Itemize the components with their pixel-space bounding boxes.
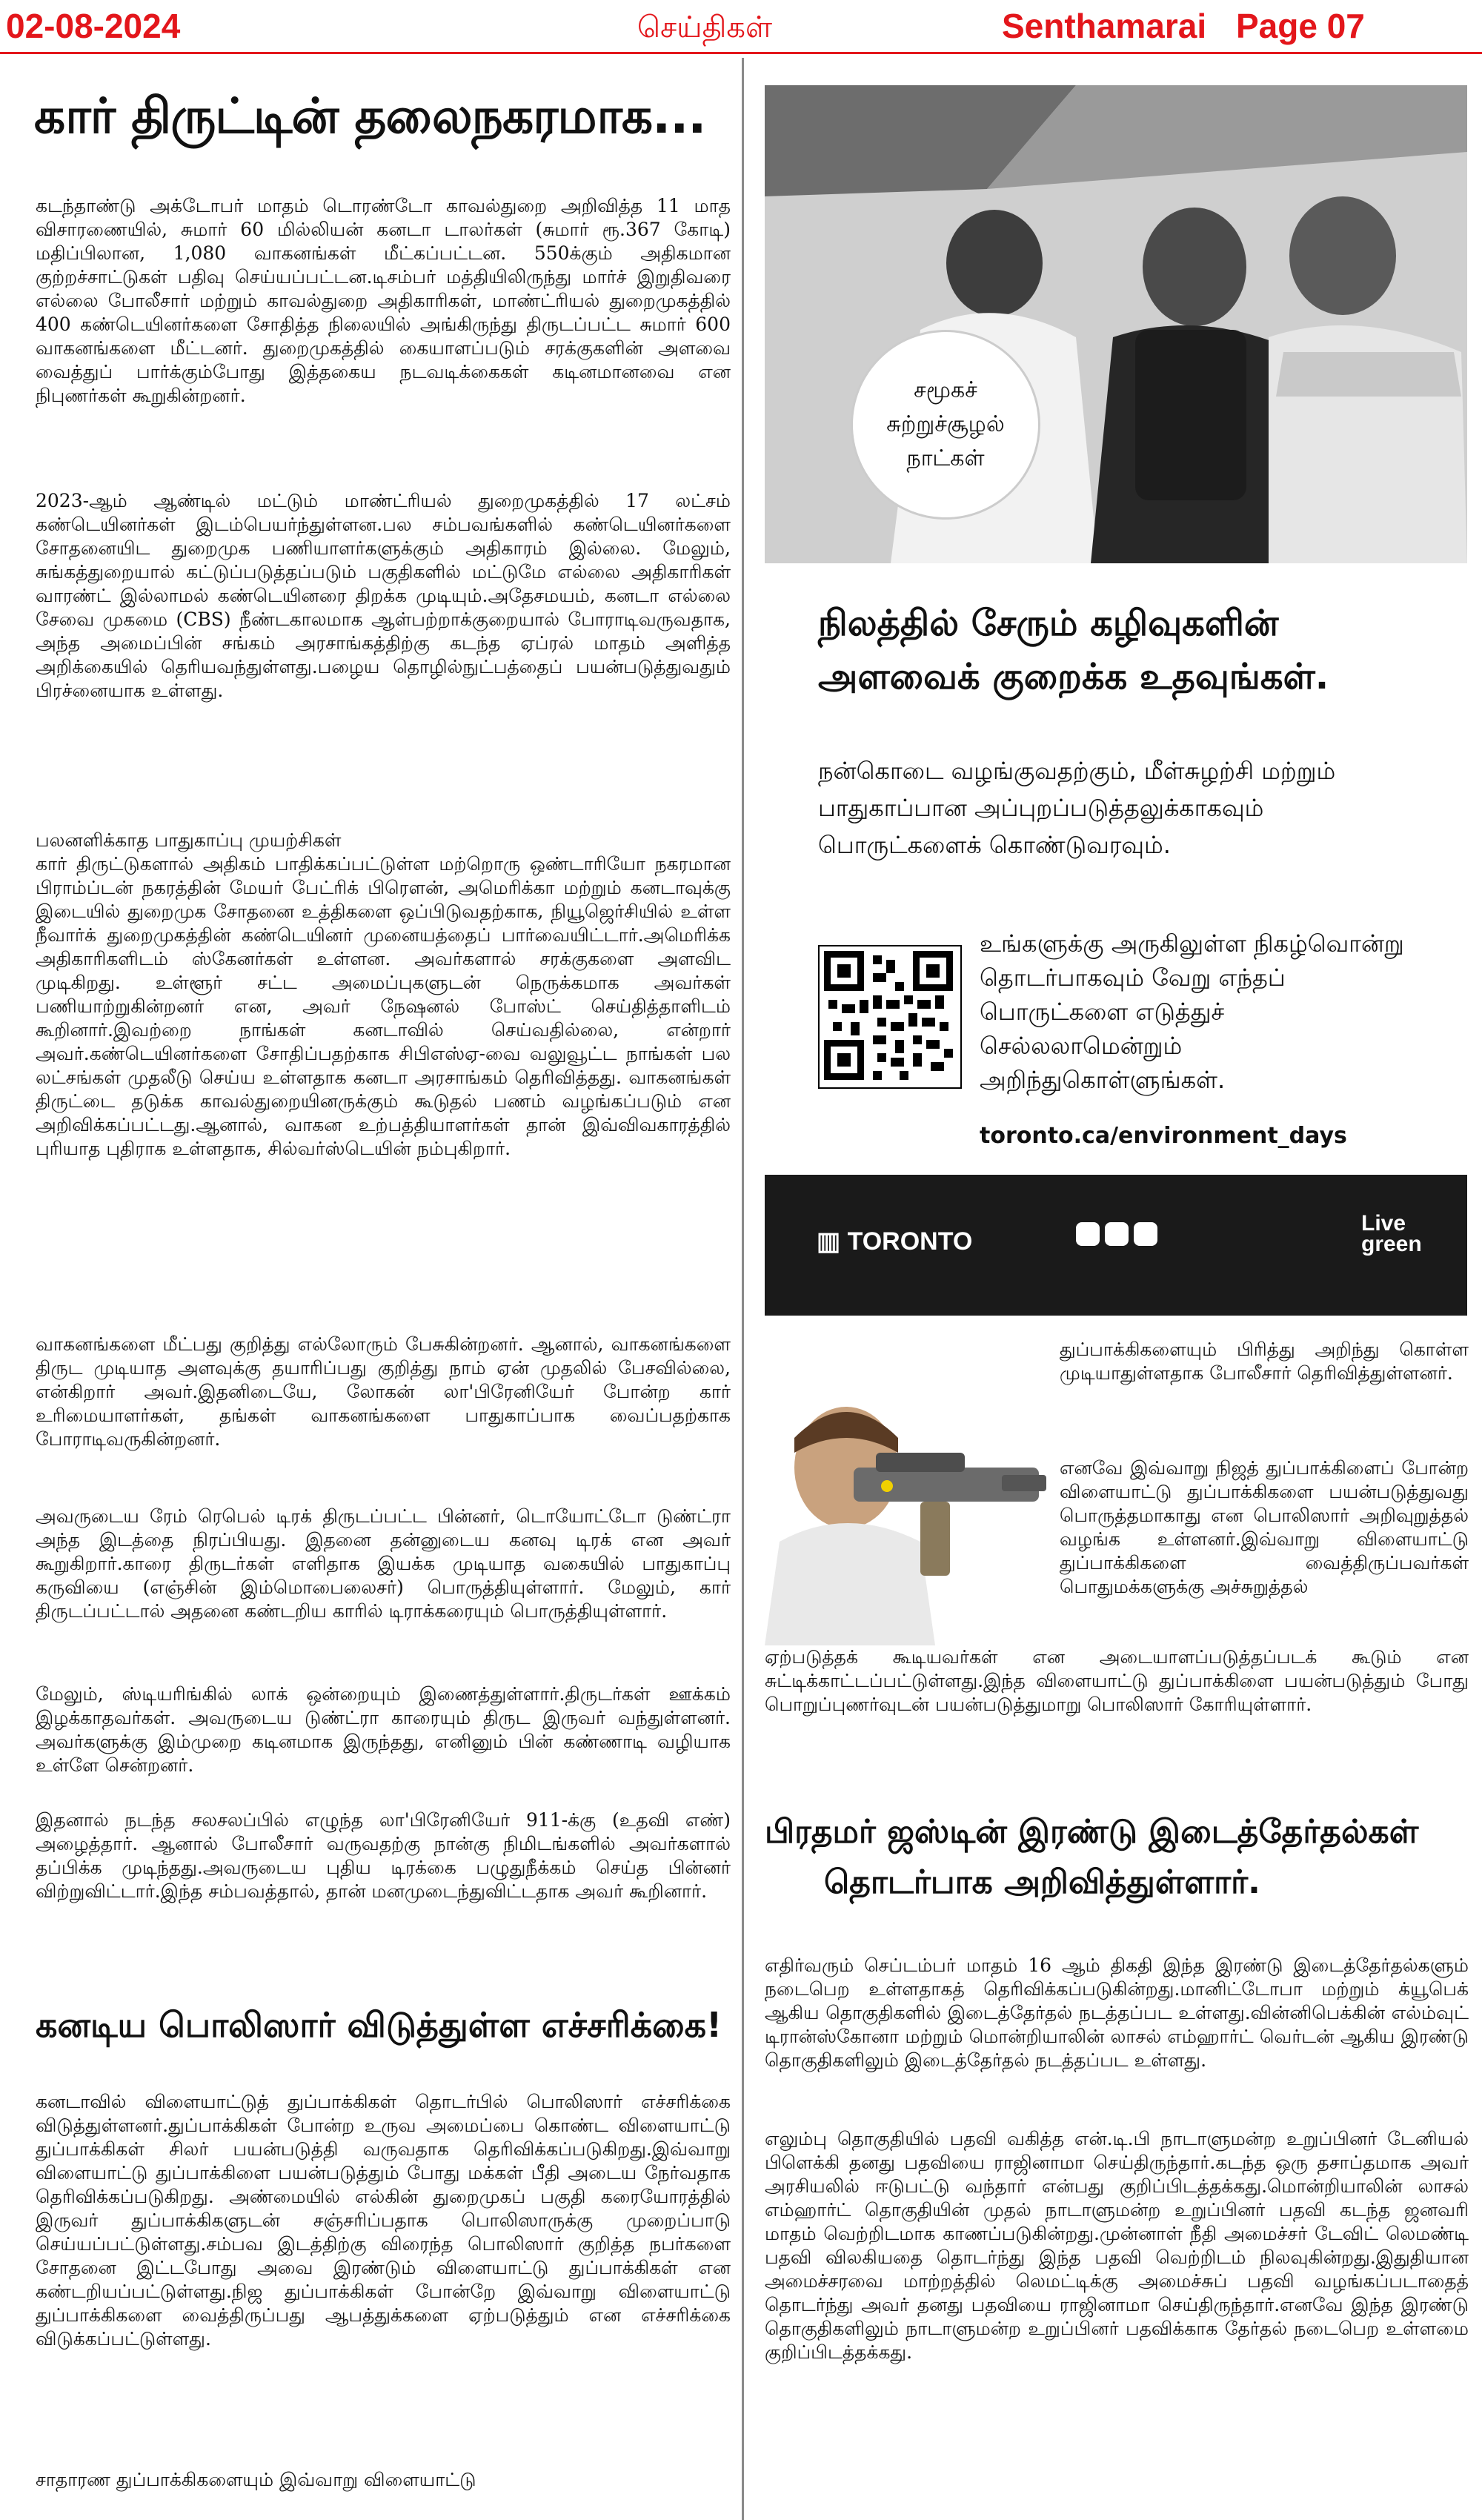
article1-paragraph: கடந்தாண்டு அக்டோபர் மாதம் டொரண்டோ காவல்துறை அறிவித்த 11 மாத விசாரணையில், சுமார் 60 மில்லியன் கனடா டாலர்கள் (சுமார் ரூ.367 கோடி) மதிப்பிலான, 1,080 வாகனங்கள் மீட்கப்பட்டன. 550க்கும் அதிகமான குற்றச்சாட்டுகள் பதிவு செய்யப்பட்டன.டிசம்பர் மத்தியிலிருந்து மார்ச் இறுதிவரை எல்லை போலீசார் மற்றும் காவல்துறை அதிகாரிகள், மாண்ட்ரியல் துறைமுகத்தில் 400 கண்டெயினர்களை சோதித்த நிலையில் அங்கிருந்து திருடப்பட்ட சுமார் 600 வாகனங்களை மீட்டனர். துறைமுகத்தில் கையாளப்படும் சரக்குகளின் அளவை வைத்துப் பார்க்கும்போது இத்தகைய நடவடிக்கைகள் கடினமானவை என நிபுணர்கள் கூறுகின்றனர். <box>36 195 731 406</box>
page-header <box>0 0 1482 58</box>
article1-headline: கார் திருட்டின் தலைநகரமாக... <box>34 87 706 145</box>
city-hall-icon: ▥ <box>817 1227 848 1256</box>
page-number: Page 07 <box>1236 7 1365 45</box>
article3-paragraph: எதிர்வரும் செப்டம்பர் மாதம் 16 ஆம் திகதி இந்த இரண்டு இடைத்தேர்தல்களும் நடைபெற உள்ளதாகத் தெரிவிக்கப்படுகின்றது.மானிட்டோபா மற்றும் க்யூபெக் ஆகிய தொகுதிகளில் இடைத்தேர்தல் நடத்தப்பட உள்ளது.வின்னிபெக்கின் எல்ம்வுட் டிரான்ஸ்கோனா மற்றும் மொன்றியாலின் லாசல் எம்ஹார்ட் வெர்டன் ஆகிய இரண்டு தொகுதிகளிலும் இடைத்தேர்தல் நடத்தப்பட உள்ளது. <box>765 1954 1469 2071</box>
live-green-text-1: Live <box>1361 1211 1406 1236</box>
volunteers-illustration <box>765 85 1467 563</box>
article3-headline-line2: தொடர்பாக அறிவித்துள்ளார். <box>824 1863 1260 1901</box>
article1-paragraph: பலனளிக்காத பாதுகாப்பு முயற்சிகள் கார் திருட்டுகளால் அதிகம் பாதிக்கப்பட்டுள்ள மற்றொரு ஒண்டாரியோ நகரமான பிராம்ப்டன் நகரத்தின் மேயர் பேட்ரிக் பிரௌன், அமெரிக்கா மற்றும் கனடாவுக்கு இடையில் துறைமுக சோதனை உத்திகளை ஒப்பிடுவதற்காக, நியூஜெர்சியில் உள்ள நீவார்க் துறைமுகத்தின் கண்டெயினர் முனையத்தைப் பார்வையிட்டார்.அமெரிக்க அதிகாரிகளிடம் ஸ்கேனர்கள் உள்ளன. அவர்களால் சரக்குகளை அளவிட முடிகிறது. உள்ளூர் சட்ட அமைப்புகளுடன் நெருக்கமாக அவர்கள் பணியாற்றுகின்றனர் என, அவர் நேஷனல் போஸ்ட் செய்தித்தாளிடம் கூறினார்.இவற்றை நாங்கள் கனடாவில் செய்வதில்லை, என்றார் அவர்.கண்டெயினர்களை சோதிப்பதற்காக சிபிஎஸ்ஏ-வை வலுவூட்ட நாங்கள் பல லட்சங்கள் முதலீடு செய்ய உள்ளதாக கனடா அரசாங்கம் தெரிவித்தது. வாகனங்கள் திருட்டை தடுக்க காவல்துறையினருக்கும் கூடுதல் பணம் வழங்கப்படும் என அறிவிக்கப்பட்டது.ஆனால், வாகன உற்பத்தியாளர்கள் தான் இவ்விவகாரத்தில் புரியாத புதிராக உள்ளதாக, சில்வர்ஸ்டெயின் நம்புகிறார். <box>36 829 731 1159</box>
issue-date: 02-08-2024 <box>6 7 181 45</box>
qr-code-icon[interactable] <box>818 945 962 1089</box>
ad-info-text: உங்களுக்கு அருகிலுள்ள நிகழ்வொன்று தொடர்பாகவும் வேறு எந்தப் பொருட்களை எடுத்துச் செல்லலாமென்றும் அறிந்துகொள்ளுங்கள். <box>980 929 1404 1094</box>
article3-headline-line1: பிரதமர் ஜஸ்டின் இரண்டு இடைத்தேர்தல்கள் <box>765 1813 1419 1851</box>
ad-title: நிலத்தில் சேரும் கழிவுகளின் அளவைக் குறைக்க உதவுங்கள். <box>818 603 1329 697</box>
live-green-logo <box>1361 1213 1422 1255</box>
toronto-logo-text: TORONTO <box>847 1227 973 1256</box>
ad-subtitle: நன்கொடை வழங்குவதற்கும், மீள்சுழற்சி மற்றும் பாதுகாப்பான அப்புறப்படுத்தலுக்காகவும் பொருட்களைக் கொண்டுவரவும். <box>818 757 1336 859</box>
article2-paragraph: சாதாரண துப்பாக்கிகளையும் இவ்வாறு விளையாட்டு <box>36 2469 476 2490</box>
toronto-logo <box>817 1227 972 1256</box>
newspaper-name: Senthamarai <box>1002 7 1207 45</box>
boy-with-toy-gun-illustration <box>765 1334 1054 1645</box>
header-rule <box>0 52 1482 54</box>
article1-paragraph: வாகனங்களை மீட்பது குறித்து எல்லோரும் பேசுகின்றனர். ஆனால், வாகனங்களை திருட முடியாத அளவுக்கு தயாரிப்பது குறித்து நாம் ஏன் முதலில் பேசவில்லை, என்கிறார் அவர்.இதனிடையே, லோகன் லா'பிரேனியேர் போன்ற கார் உரிமையாளர்கள், தங்கள் வாகனங்களை பாதுகாப்பாக வைப்பதற்காக போராடிவருகின்றனர். <box>36 1333 731 1450</box>
article1-paragraph: 2023-ஆம் ஆண்டில் மட்டும் மாண்ட்ரியல் துறைமுகத்தில் 17 லட்சம் கண்டெயினர்கள் இடம்பெயர்ந்துள்ளன.பல சம்பவங்களில் கண்டெயினர்களை சோதனையிட துறைமுக பணியாளர்களுக்கும் அதிகாரம் இல்லை. மேலும், சுங்கத்துறையால் கட்டுப்படுத்தப்படும் பகுதிகளில் மட்டுமே எல்லை அதிகாரிகள் வாரண்ட் இல்லாமல் கண்டெயினரை திறக்க முடியும்.அதேசமயம், கனடா எல்லை சேவை முகமை (CBS) நீண்டகாலமாக ஆள்பற்றாக்குறையால் போராடிவருவதாக, அந்த அமைப்பின் சங்கம் அரசாங்கத்திற்கு கடந்த ஏப்ரல் மாதம் அளித்த அறிக்கையில் தெரியவந்துள்ளது.பழைய தொழில்நுட்பத்தைப் பயன்படுத்துவதும் பிரச்னையாக உள்ளது. <box>36 490 731 701</box>
ad-footer <box>765 1175 1467 1316</box>
article2-paragraph: துப்பாக்கிகளையும் பிரித்து அறிந்து கொள்ள முடியாதுள்ளதாக போலீசார் தெரிவித்துள்ளனர். <box>1060 1339 1469 1384</box>
article3-paragraph: எலும்பு தொகுதியில் பதவி வகித்த என்.டி.பி நாடாளுமன்ற உறுப்பினர் டேனியல் பிளெக்கி தனது பதவியை ராஜினாமா செய்திருந்தார்.கடந்த ஒரு தசாப்தமாக அவர் அரசியலில் ஈடுபட்டு வந்தார் என்பது குறிப்பிடத்தக்கது.மொன்றியாலின் லாசல் எம்ஹார்ட் தொகுதியின் முதல் நாடாளுமன்ற உறுப்பினர் பதவி கடந்த ஜனவரி மாதம் வெற்றிடமாக காணப்படுகின்றது.முன்னாள் நீதி அமைச்சர் டேவிட் லெமண்டி பதவி விலகியதை தொடர்ந்து இந்த பதவி வெற்றிடம் நிலவுகின்றது.இதுதியான அமைச்சரவை மாற்றத்தில் லெமட்டிக்கு அமைச்சுப் பதவி வழங்கப்படாதைத் தொடர்ந்து அவர் தனது பதவியை ராஜினாமா செய்திருந்தார்.எனவே இந்த இரண்டு தொகுதிகளிலும் நாடாளுமன்ற உறுப்பினர் பதவிக்காக தேர்தல் நடைபெற உள்ளமை குறிப்பிடத்தக்கது. <box>765 2128 1469 2363</box>
article2-paragraph: எனவே இவ்வாறு நிஜத் துப்பாக்கிளைப் போன்ற விளையாட்டு துப்பாக்கிகளை பயன்படுத்துவது பொருத்தமாகாது என பொலிஸார் அறிவுறுத்தல் வழங்க உள்ளனர்.இவ்வாறு விளையாட்டு துப்பாக்கிகளை வைத்திருப்பவர்கள் பொதுமக்களுக்கு அச்சுறுத்தல் <box>1060 1457 1469 1597</box>
toy-gun-photo <box>765 1334 1054 1645</box>
article1-paragraph: அவருடைய ரேம் ரெபெல் டிரக் திருடப்பட்ட பின்னர், டொயோட்டோ டுண்ட்ரா அந்த இடத்தை நிரப்பியது. இதனை தன்னுடைய கனவு டிரக் என அவர் கூறுகிறார்.காரை திருடர்கள் எளிதாக இயக்க முடியாத வகையில் பாதுகாப்பு கருவியை (எஞ்சின் இம்மொபைலைசர்) பொருத்தியுள்ளார். மேலும், கார் திருடப்பட்டால் அதனை கண்டறிய காரில் டிராக்கரையும் பொருத்தியுள்ளார். <box>36 1505 731 1622</box>
section-name: செய்திகள் <box>637 10 773 44</box>
article2-paragraph: ஏற்படுத்தக் கூடியவர்கள் என அடையாளப்படுத்தப்படக் கூடும் என சுட்டிக்காட்டப்பட்டுள்ளது.இந்த விளையாட்டு துப்பாக்கிளை பயன்படுத்தும் போது பொறுப்புணர்வுடன் பயன்படுத்துமாறு பொலிஸார் கோரியுள்ளார். <box>765 1646 1469 1715</box>
environment-days-ad <box>765 85 1467 1317</box>
article2-headline: கனடிய பொலிஸார் விடுத்துள்ள எச்சரிக்கை! <box>36 2005 722 2045</box>
live-green-text-2: green <box>1361 1232 1422 1256</box>
article1-paragraph: இதனால் நடந்த சலசலப்பில் எழுந்த லா'பிரேனியேர் 911-க்கு (உதவி எண்) அழைத்தார். ஆனால் போலீசார் வருவதற்கு நான்கு நிமிடங்களில் அவர்களால் தப்பிக்க முடிந்தது.அவருடைய புதிய டிரக்கை பழுதுநீக்கம் செய்த பின்னர் விற்றுவிட்டார்.இந்த சம்பவத்தால், தான் மனமுடைந்துவிட்டதாக அவர் கூறினார். <box>36 1809 731 1902</box>
article2-paragraph: கனடாவில் விளையாட்டுத் துப்பாக்கிகள் தொடர்பில் பொலிஸார் எச்சரிக்கை விடுத்துள்ளனர்.துப்பாக்கிகள் போன்ற உருவ அமைப்பை கொண்ட விளையாட்டு துப்பாக்கிகள் சிலர் பயன்படுத்தி வருவதாக தெரிவிக்கப்படுகிறது.இவ்வாறு விளையாட்டு துப்பாக்கிளை பயன்படுத்தும் போது மக்கள் பீதி அடைய நேர்வதாக தெரிவிக்கப்படுகிறது. அண்மையில் எல்கின் துறைமுகப் பகுதி கரையோரத்தில் இருவர் துப்பாக்கிகளுடன் சஞ்சரிப்பதாக பொலிஸாருக்கு முறைப்பாடு செய்யப்பட்டுள்ளது.சம்பவ இடத்திற்கு விரைந்த பொலிஸார் குறித்த நபர்களை சோதனை இட்டபோது அவை இரண்டும் விளையாட்டு துப்பாக்கிகள் என கண்டறியப்பட்டுள்ளது.நிஜ துப்பாக்கிகள் போன்றே இவ்வாறு விளையாட்டு துப்பாக்கிகளை வைத்திருப்பது ஆபத்துக்களை ஏற்படுத்தும் என எச்சரிக்கை விடுக்கப்பட்டுள்ளது. <box>36 2091 731 2350</box>
ad-badge: சமூகச் சுற்றுச்சூழல் நாட்கள் <box>851 330 1040 520</box>
column-divider <box>742 58 744 2520</box>
article1-paragraph: மேலும், ஸ்டியரிங்கில் லாக் ஒன்றையும் இணைத்துள்ளார்.திருடர்கள் ஊக்கம் இழக்காதவர்கள். அவருடைய டுண்ட்ரா காரையும் திருட இருவர் வந்துள்ளனர். அவர்களுக்கு இம்முறை கடினமாக இருந்தது, எனினும் பின் கண்ணாடி வழியாக உள்ளே சென்றனர். <box>36 1683 731 1776</box>
311-logo-icon <box>1076 1219 1157 1249</box>
ad-photo <box>765 85 1467 563</box>
qr-code-pattern <box>820 946 957 1084</box>
ad-url[interactable]: toronto.ca/environment_days <box>980 1123 1347 1149</box>
